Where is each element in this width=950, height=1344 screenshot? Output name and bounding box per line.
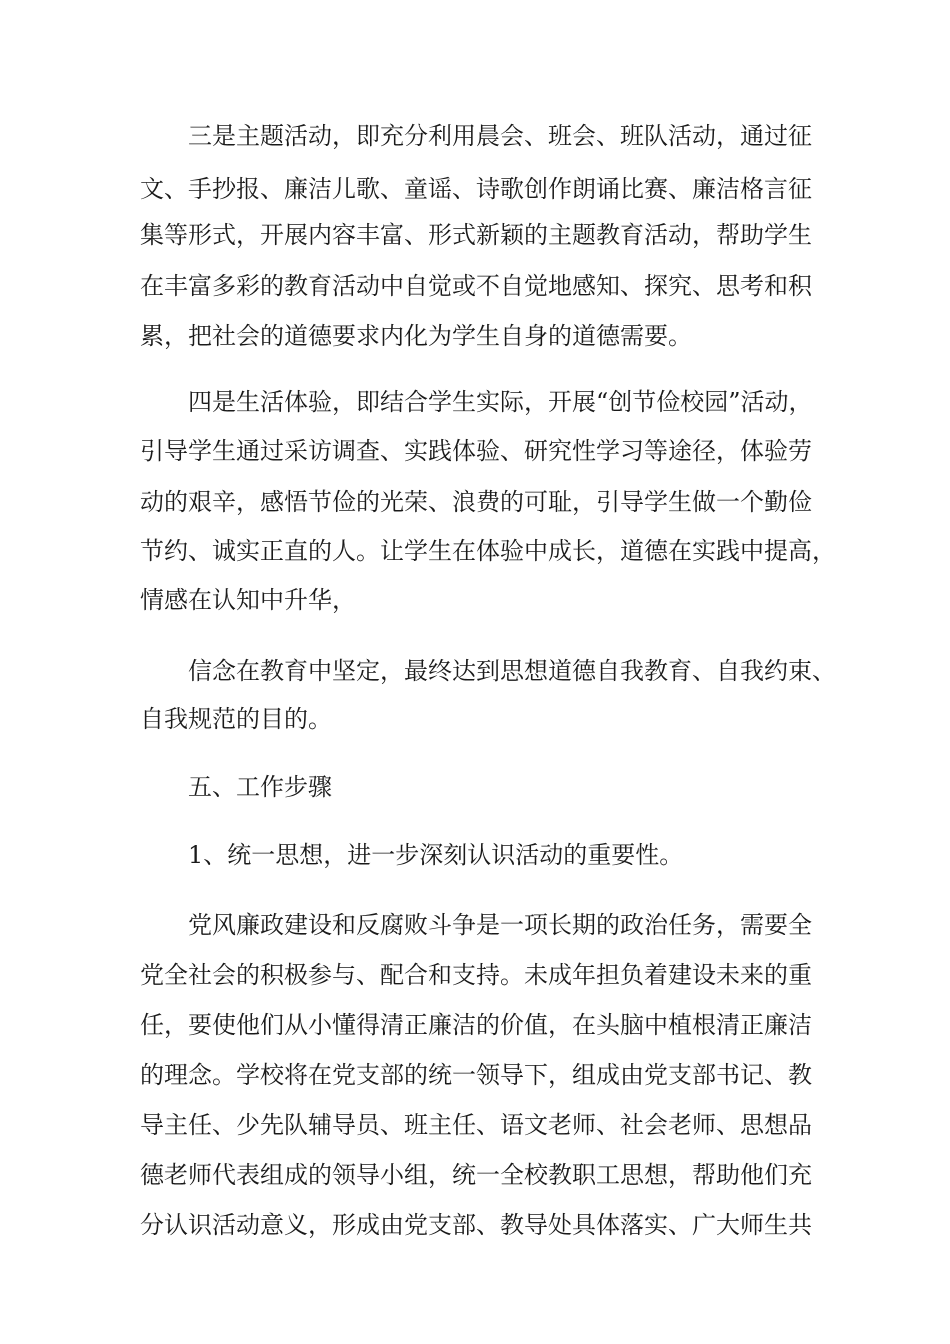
- paragraph-line: 累，把社会的道德要求内化为学生自身的道德需要。: [140, 322, 692, 350]
- paragraph-line: 党全社会的积极参与、配合和支持。未成年担负着建设未来的重: [140, 961, 812, 989]
- paragraph-line: 引导学生通过采访调查、实践体验、研究性学习等途径，体验劳: [140, 437, 812, 465]
- paragraph-line: 四是生活体验，即结合学生实际，开展“创节俭校园”活动，: [188, 388, 813, 416]
- step-heading: 1、统一思想，进一步深刻认识活动的重要性。: [188, 841, 684, 869]
- paragraph-line: 文、手抄报、廉洁儿歌、童谣、诗歌创作朗诵比赛、廉洁格言征: [140, 175, 812, 203]
- paragraph-line: 党风廉政建设和反腐败斗争是一项长期的政治任务，需要全: [188, 911, 812, 939]
- paragraph-line: 分认识活动意义，形成由党支部、教导处具体落实、广大师生共: [140, 1211, 812, 1239]
- section-heading: 五、工作步骤: [188, 773, 332, 801]
- paragraph-line: 动的艰辛，感悟节俭的光荣、浪费的可耻，引导学生做一个勤俭: [140, 488, 812, 516]
- paragraph-line: 自我规范的目的。: [140, 705, 332, 733]
- paragraph-line: 德老师代表组成的领导小组，统一全校教职工思想，帮助他们充: [140, 1161, 812, 1189]
- paragraph-line: 导主任、少先队辅导员、班主任、语文老师、社会老师、思想品: [140, 1111, 812, 1139]
- paragraph-line: 集等形式，开展内容丰富、形式新颖的主题教育活动，帮助学生: [140, 221, 812, 249]
- paragraph-line: 情感在认知中升华，: [140, 586, 356, 614]
- paragraph-line: 节约、诚实正直的人。让学生在体验中成长，道德在实践中提高，: [140, 537, 836, 565]
- paragraph-line: 三是主题活动，即充分利用晨会、班会、班队活动，通过征: [188, 122, 812, 150]
- paragraph-line: 的理念。学校将在党支部的统一领导下，组成由党支部书记、教: [140, 1061, 812, 1089]
- paragraph-line: 信念在教育中坚定，最终达到思想道德自我教育、自我约束、: [188, 657, 836, 685]
- paragraph-line: 在丰富多彩的教育活动中自觉或不自觉地感知、探究、思考和积: [140, 272, 812, 300]
- paragraph-line: 任，要使他们从小懂得清正廉洁的价值，在头脑中植根清正廉洁: [140, 1011, 812, 1039]
